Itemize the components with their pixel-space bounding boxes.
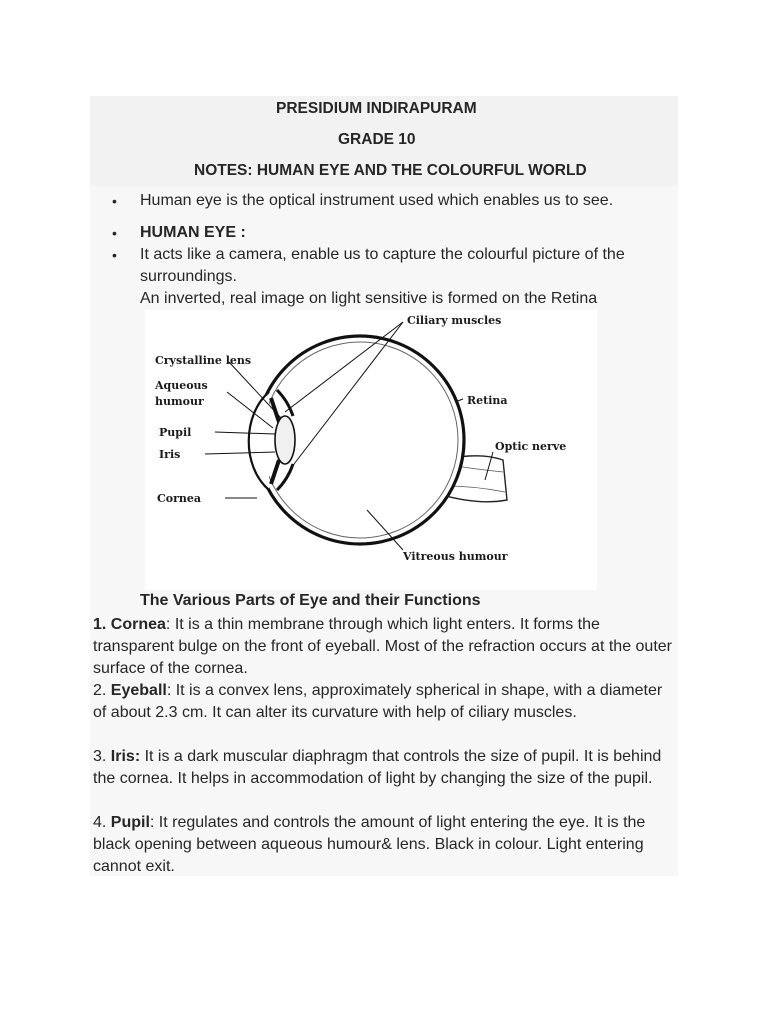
part-name: Eyeball bbox=[110, 682, 167, 699]
notes-title: NOTES: HUMAN EYE AND THE COLOURFUL WORLD bbox=[194, 162, 587, 179]
bullet-text: It acts like a camera, enable us to capture the colourful picture of the bbox=[140, 246, 625, 263]
document-page bbox=[90, 96, 678, 876]
eye-diagram-svg bbox=[145, 310, 597, 590]
part-paragraph bbox=[93, 680, 673, 724]
bullet-dot-icon: • bbox=[112, 247, 117, 263]
label-iris: Iris bbox=[159, 448, 181, 461]
label-vitreous-humour: Vitreous humour bbox=[403, 550, 508, 563]
label-retina: Retina bbox=[467, 394, 508, 407]
label-crystalline-lens: Crystalline lens bbox=[155, 354, 252, 367]
label-humour: humour bbox=[155, 395, 204, 408]
part-description: : It is a thin membrane through which light enters. It forms the transparent bulge on the front of eyeball. Most of the refraction occurs at the outer surface of the cornea. bbox=[93, 616, 672, 677]
bullet-continuation: surroundings. bbox=[140, 268, 237, 285]
part-paragraph bbox=[93, 614, 673, 680]
label-cornea: Cornea bbox=[157, 492, 202, 505]
part-description: : It is a convex lens, approximately spherical in shape, with a diameter of about 2.3 cm. It can alter its curvature with help of ciliary muscles. bbox=[93, 682, 663, 721]
crystalline-lens-shape bbox=[275, 416, 295, 464]
inverted-image-line: An inverted, real image on light sensitive is formed on the Retina bbox=[140, 290, 598, 307]
part-number: 4. bbox=[93, 814, 107, 831]
human-eye-diagram bbox=[145, 310, 597, 590]
section-title: The Various Parts of Eye and their Functions bbox=[140, 592, 481, 609]
part-paragraph bbox=[93, 746, 673, 790]
label-aqueous: Aqueous bbox=[155, 379, 208, 392]
part-number: 1. bbox=[93, 616, 107, 633]
label-pupil: Pupil bbox=[159, 426, 192, 439]
grade-label: GRADE 10 bbox=[338, 131, 416, 148]
bullet-dot-icon: • bbox=[112, 225, 117, 241]
cornea-shape bbox=[249, 392, 269, 490]
bullet-text: Human eye is the optical instrument used which enables us to see. bbox=[140, 192, 614, 209]
part-name: Pupil bbox=[110, 814, 150, 831]
part-number: 2. bbox=[93, 682, 107, 699]
part-name: Cornea bbox=[110, 616, 166, 633]
bullet-dot-icon: • bbox=[112, 193, 117, 209]
part-number: 3. bbox=[93, 748, 107, 765]
part-name: Iris: bbox=[110, 748, 141, 765]
label-optic-nerve: Optic nerve bbox=[495, 440, 567, 453]
part-paragraph bbox=[93, 812, 673, 878]
part-description: It is a dark muscular diaphragm that controls the size of pupil. It is behind the cornea. It helps in accommodation of light by changing the size of the pupil. bbox=[93, 748, 662, 787]
part-description: : It regulates and controls the amount of light entering the eye. It is the black opening between aqueous humour& lens. Black in colour. Light entering cannot exit. bbox=[93, 814, 646, 875]
document-header bbox=[90, 96, 678, 186]
label-ciliary-muscles: Ciliary muscles bbox=[407, 314, 502, 327]
school-name: PRESIDIUM INDIRAPURAM bbox=[276, 100, 477, 117]
section-heading-human-eye: HUMAN EYE : bbox=[140, 224, 246, 241]
